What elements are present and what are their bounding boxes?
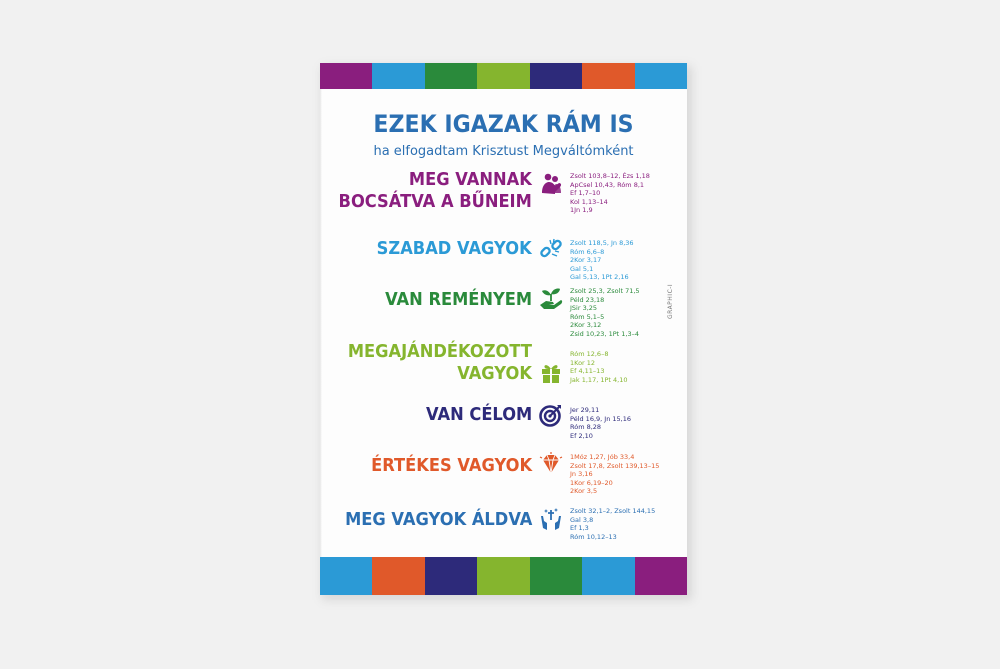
color-stripe — [530, 63, 582, 89]
label-line: MEG VAGYOK ÁLDVA — [344, 510, 532, 530]
reference-line: Jak 1,17, 1Pt 4,10 — [570, 375, 628, 384]
reference-line: Róm 8,28 — [570, 423, 602, 432]
section-label — [377, 238, 532, 260]
reference-line: Zsolt 25,3, Zsolt 71,5 — [570, 287, 640, 295]
section-label — [339, 169, 532, 213]
reference-line: Róm 6,6–8 — [570, 247, 605, 256]
color-stripe — [582, 557, 634, 595]
section-label — [348, 341, 532, 385]
reference-line: 1Kor 6,19–20 — [570, 478, 613, 487]
diamond-icon — [538, 451, 564, 477]
color-stripe — [582, 63, 634, 89]
reference-line: 2Kor 3,17 — [570, 256, 602, 265]
target-icon — [538, 402, 564, 428]
reference-line: ApCsel 10,43, Róm 8,1 — [570, 180, 645, 189]
section-label — [345, 509, 532, 531]
blessing-hands-icon — [538, 506, 564, 532]
reference-line: Péld 16,9, Jn 15,16 — [570, 414, 632, 423]
page-title: EZEK IGAZAK RÁM IS — [373, 110, 634, 138]
reference-list — [570, 406, 631, 440]
reference-line: Jn 3,16 — [570, 470, 593, 479]
gift-icon — [538, 359, 564, 385]
reference-line: Ef 1,3 — [570, 524, 589, 533]
section-label — [371, 455, 532, 477]
color-stripe — [425, 557, 477, 595]
reference-line: Zsolt 17,8, Zsolt 139,13–15 — [570, 461, 660, 470]
reference-line: Gal 5,13, 1Pt 2,16 — [570, 273, 629, 282]
label-line: SZABAD VAGYOK — [376, 239, 532, 259]
reference-line: 1Jn 1,9 — [570, 206, 593, 215]
color-stripe — [530, 557, 582, 595]
binding-edge — [320, 89, 322, 557]
reference-line: Ef 2,10 — [570, 431, 593, 440]
reference-line: Gal 3,8 — [570, 515, 594, 524]
color-stripe — [320, 63, 372, 89]
reference-line: JSir 3,25 — [570, 304, 598, 313]
color-stripe — [477, 63, 529, 89]
reference-list — [570, 172, 650, 215]
color-stripe — [372, 63, 424, 89]
label-line: VAGYOK — [457, 364, 532, 384]
reference-line: 2Kor 3,5 — [570, 487, 598, 496]
color-stripe — [425, 63, 477, 89]
broken-chain-icon — [538, 236, 564, 262]
reference-line: Ef 4,11–13 — [570, 367, 605, 376]
reference-line: Zsolt 32,1–2, Zsolt 144,15 — [570, 507, 656, 515]
label-line: VAN REMÉNYEM — [384, 290, 532, 310]
reference-line: Róm 12,6–8 — [570, 350, 609, 358]
reference-line: Jer 29,11 — [570, 406, 600, 414]
top-color-stripes — [320, 63, 687, 89]
publisher-logo: GRAPHIC-I — [667, 283, 674, 319]
page-subtitle: ha elfogadtam Krisztust Megváltómként — [373, 144, 634, 159]
booklet-page — [320, 63, 687, 595]
reference-line: 1Móz 1,27, Jób 33,4 — [570, 453, 635, 461]
section-label — [385, 289, 532, 311]
section-label — [426, 404, 532, 426]
color-stripe — [635, 63, 687, 89]
label-line: BOCSÁTVA A BŰNEIM — [338, 192, 532, 212]
reference-line: Péld 23,18 — [570, 295, 605, 304]
label-line: ÉRTÉKES VAGYOK — [370, 456, 532, 476]
bottom-color-stripes — [320, 557, 687, 595]
reference-line: 2Kor 3,12 — [570, 321, 602, 330]
reference-list — [570, 239, 634, 282]
reference-list — [570, 507, 655, 541]
reference-line: Róm 5,1–5 — [570, 312, 605, 321]
reference-line: Zsolt 118,5, Jn 8,36 — [570, 239, 634, 247]
label-line: MEGAJÁNDÉKOZOTT — [347, 342, 532, 362]
label-line: MEG VANNAK — [409, 170, 532, 190]
reference-line: 1Kor 12 — [570, 358, 596, 367]
reference-list — [570, 287, 640, 339]
color-stripe — [477, 557, 529, 595]
reference-line: Zsid 10,23, 1Pt 1,3–4 — [570, 329, 639, 338]
reference-line: Gal 5,1 — [570, 264, 594, 273]
reference-line: Ef 1,7–10 — [570, 189, 601, 198]
reference-list — [570, 350, 627, 384]
reference-line: Kol 1,13–14 — [570, 197, 608, 206]
sprout-hand-icon — [538, 285, 564, 311]
label-line: VAN CÉLOM — [425, 405, 532, 425]
color-stripe — [635, 557, 687, 595]
embrace-icon — [538, 171, 564, 197]
reference-line: Róm 10,12–13 — [570, 532, 617, 541]
color-stripe — [320, 557, 372, 595]
reference-list — [570, 453, 659, 496]
reference-line: Zsolt 103,8–12, Ézs 1,18 — [570, 172, 650, 180]
color-stripe — [372, 557, 424, 595]
